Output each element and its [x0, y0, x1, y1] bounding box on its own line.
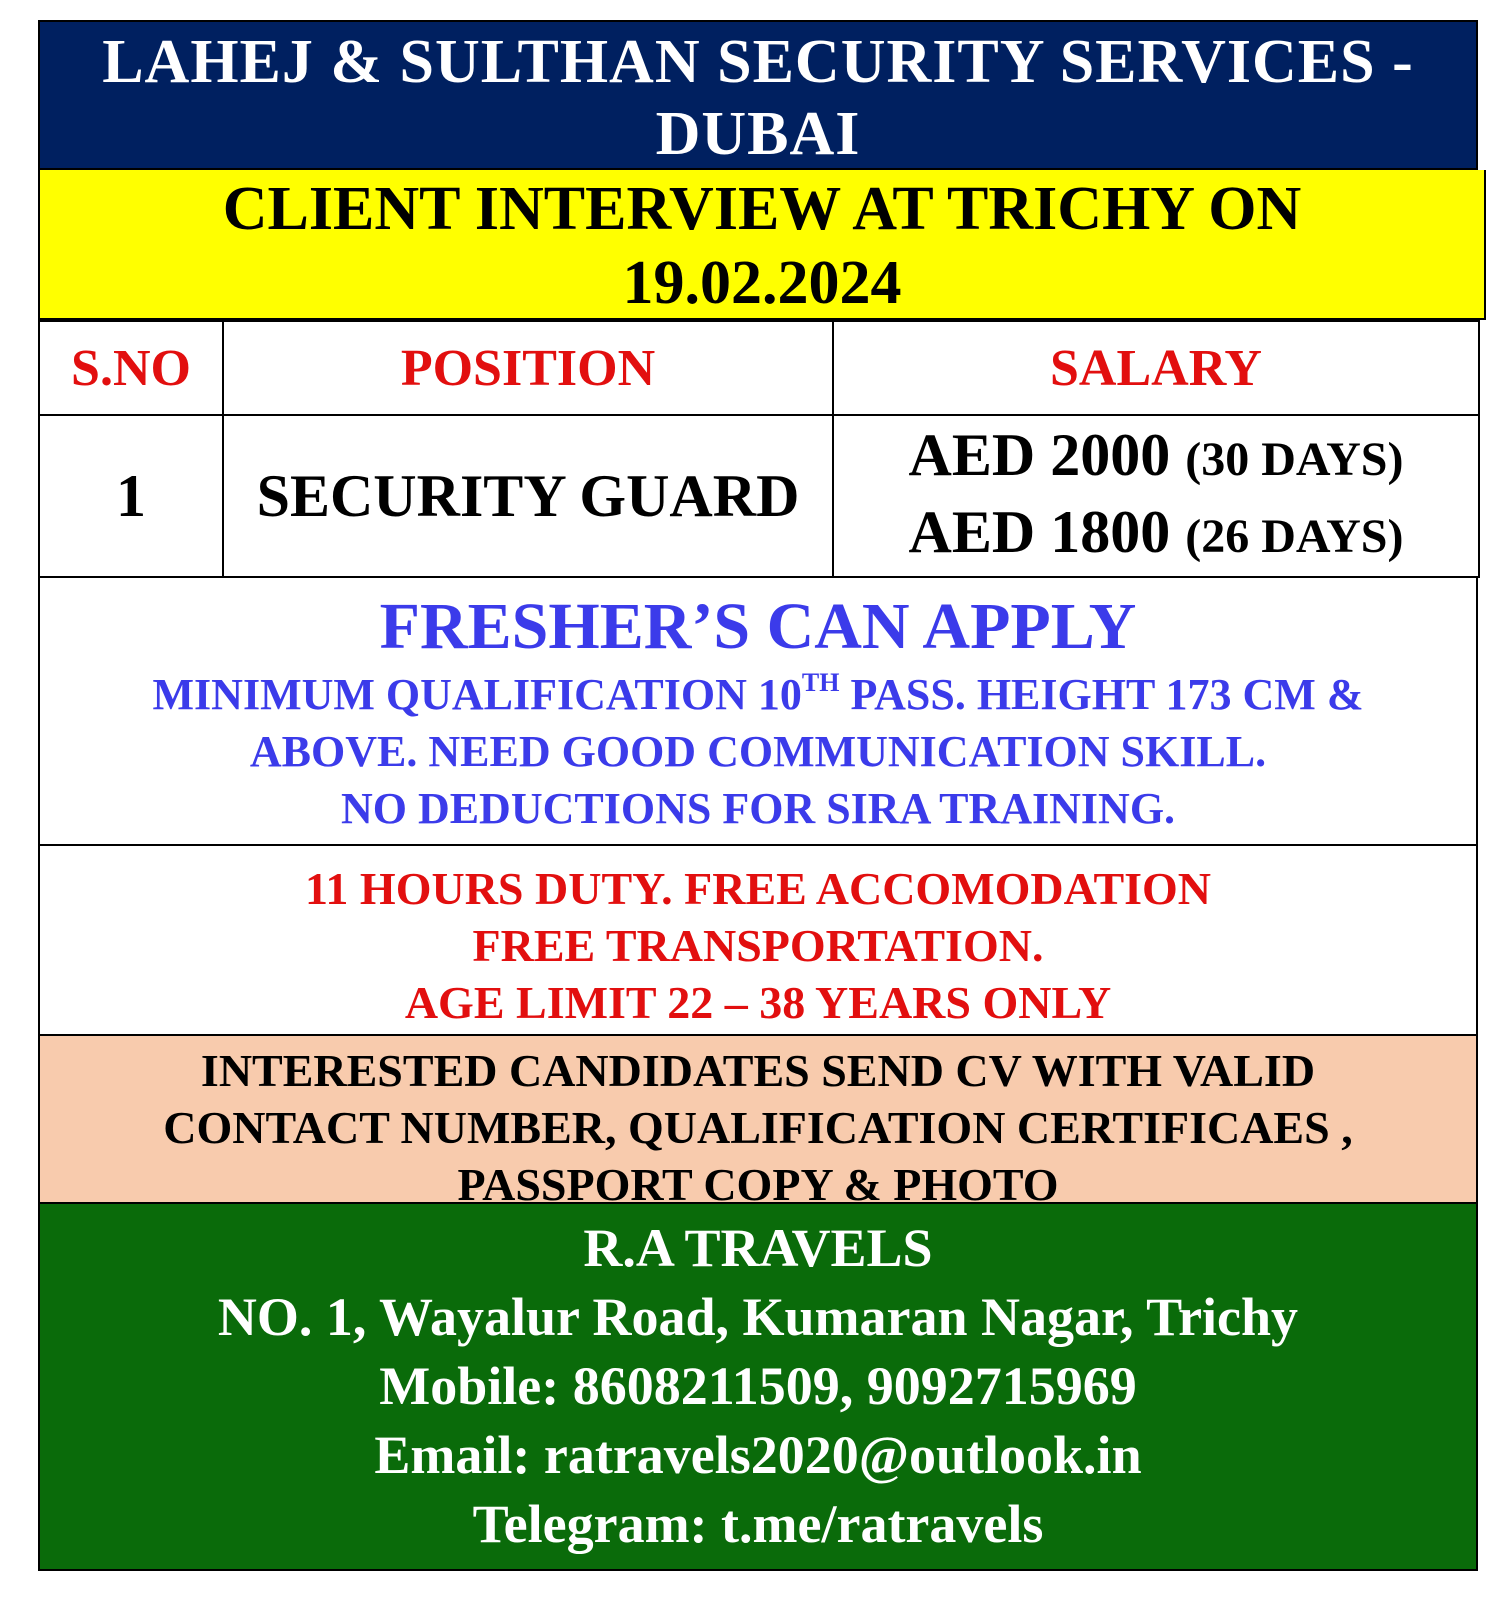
communication-line: ABOVE. NEED GOOD COMMUNICATION SKILL.: [249, 727, 1267, 776]
column-header-position: POSITION: [223, 321, 833, 415]
positions-table: [38, 320, 1480, 578]
requirements-section: [38, 578, 1478, 846]
transport-line: FREE TRANSPORTATION.: [472, 920, 1044, 971]
age-limit-line: AGE LIMIT 22 – 38 YEARS ONLY: [404, 977, 1112, 1028]
cell-sno: 1: [39, 415, 223, 577]
cell-salary: [833, 415, 1479, 577]
fresher-heading: FRESHER’S CAN APPLY: [379, 590, 1137, 663]
agency-email[interactable]: Email: ratravels2020@outlook.in: [374, 1425, 1142, 1485]
height-text: PASS. HEIGHT 173 CM &: [839, 670, 1364, 719]
salary-amount: AED 2000: [908, 422, 1171, 488]
column-header-salary: SALARY: [833, 321, 1479, 415]
agency-address: NO. 1, Wayalur Road, Kumaran Nagar, Trichy: [217, 1287, 1299, 1347]
agency-telegram[interactable]: Telegram: t.me/ratravels: [472, 1494, 1044, 1554]
salary-line: [834, 419, 1478, 496]
cv-line3: PASSPORT COPY & PHOTO: [457, 1159, 1059, 1210]
cv-instructions: [38, 1036, 1478, 1210]
column-header-sno: S.NO: [39, 321, 223, 415]
agency-name: R.A TRAVELS: [583, 1218, 933, 1278]
table-header-row: [39, 321, 1479, 415]
cell-position: SECURITY GUARD: [223, 415, 833, 577]
salary-note: (30 DAYS): [1185, 433, 1404, 486]
qualification-text: MINIMUM QUALIFICATION 10: [152, 670, 802, 719]
cv-line2: CONTACT NUMBER, QUALIFICATION CERTIFICAES ,: [163, 1102, 1353, 1153]
job-poster: [38, 20, 1478, 1571]
training-line: NO DEDUCTIONS FOR SIRA TRAINING.: [340, 784, 1176, 833]
company-title-line1: LAHEJ & SULTHAN SECURITY SERVICES -: [102, 28, 1414, 96]
benefits-section: [38, 846, 1478, 1036]
company-header: [38, 20, 1478, 170]
qualification-superscript: TH: [801, 668, 840, 697]
agency-mobile: Mobile: 8608211509, 9092715969: [379, 1356, 1137, 1416]
interview-banner: [38, 170, 1486, 320]
cv-line1: INTERESTED CANDIDATES SEND CV WITH VALID: [200, 1045, 1316, 1096]
table-row: [39, 415, 1479, 577]
salary-amount: AED 1800: [908, 499, 1171, 565]
duty-line: 11 HOURS DUTY. FREE ACCOMODATION: [304, 863, 1212, 914]
contact-section: [38, 1204, 1478, 1571]
company-title-line2: DUBAI: [655, 100, 861, 168]
salary-line: [834, 496, 1478, 573]
salary-note: (26 DAYS): [1185, 510, 1404, 563]
interview-line1: CLIENT INTERVIEW AT TRICHY ON: [222, 175, 1302, 243]
qualification-line: [40, 666, 1476, 723]
interview-date: 19.02.2024: [622, 249, 902, 317]
